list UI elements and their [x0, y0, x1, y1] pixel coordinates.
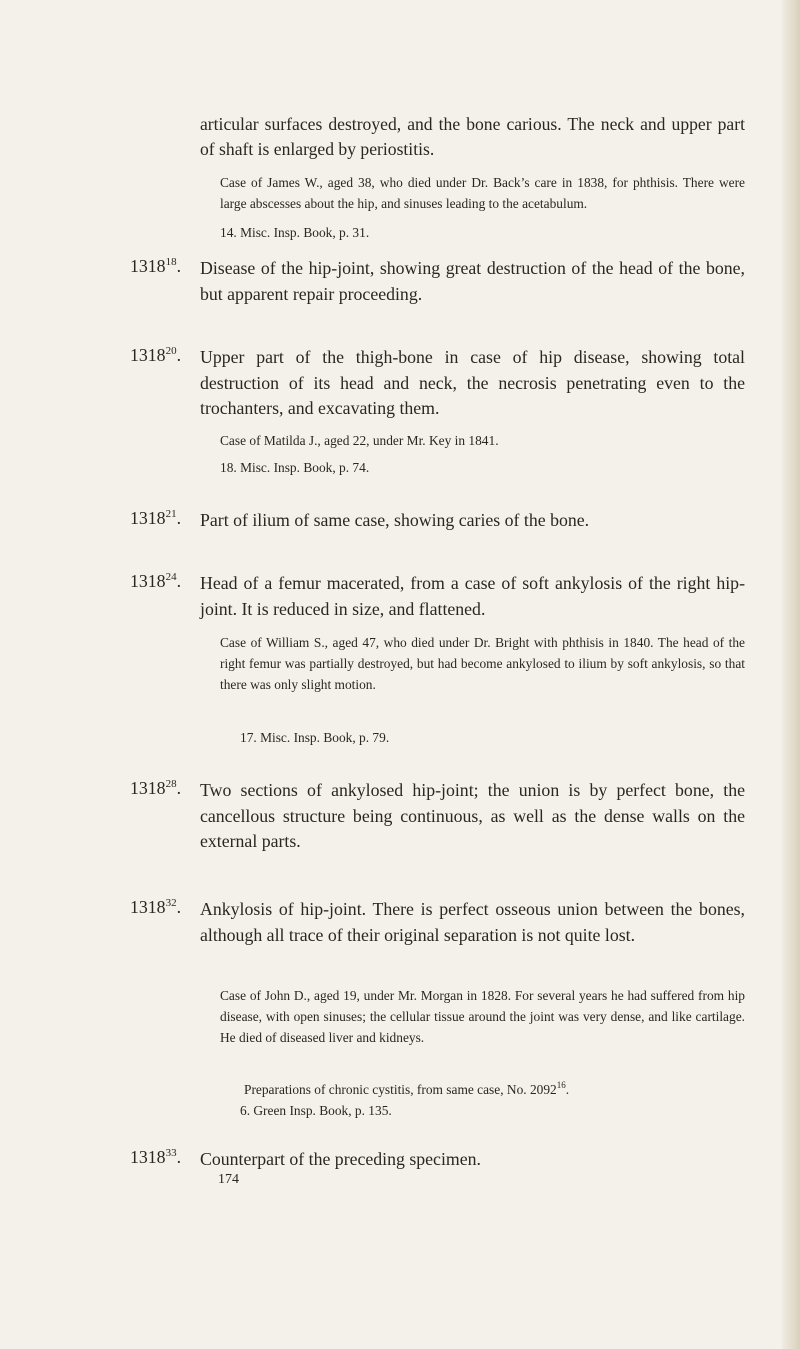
- case-note: Case of William S., aged 47, who died under Dr. Bright with phthisis in 1840. The head of the right femur was partially destroyed, but had become ankylosed to ilium by soft ankylosis, so that there was only slight motion.: [220, 635, 745, 692]
- entry-number: 1318$^{28}$.: [130, 778, 182, 798]
- entry-number: 1318$^{32}$.: [130, 897, 182, 917]
- continued-text: articular surfaces destroyed, and the bone carious. The neck and upper part of shaft is enlarged by periostitis.: [200, 114, 745, 159]
- entry-number: 1318$^{18}$.: [130, 256, 182, 276]
- entry-number: 1318$^{20}$.: [130, 345, 182, 365]
- entry-description: Two sections of ankylosed hip-joint; the union is by perfect bone, the cancellous structure being continuous, as well as the dense walls on the external parts.: [200, 780, 745, 851]
- entry-description: Upper part of the thigh-bone in case of hip disease, showing total destruction of its head and neck, the necrosis penetrating even to the trochanters, and excavating them.: [200, 347, 745, 418]
- book-reference: 18. Misc. Insp. Book, p. 74.: [220, 460, 370, 475]
- page-number: 174: [218, 1172, 239, 1187]
- book-reference: 6. Green Insp. Book, p. 135.: [240, 1103, 392, 1118]
- entry-number: 1318$^{21}$.: [130, 508, 182, 528]
- case-note: Case of James W., aged 38, who died under Dr. Back’s care in 1838, for phthisis. There were large abscesses about the hip, and sinuses leading to the acetabulum.: [220, 175, 745, 211]
- case-note-continued: Preparations of chronic cystitis, from same case, No. 2092$^{16}$.: [244, 1080, 570, 1097]
- entry-description: Counterpart of the preceding specimen.: [200, 1149, 481, 1169]
- book-reference: 14. Misc. Insp. Book, p. 31.: [220, 225, 370, 240]
- entry-description: Ankylosis of hip-joint. There is perfect osseous union between the bones, although all trace of their original separation is not quite lost.: [200, 899, 745, 945]
- book-reference: 17. Misc. Insp. Book, p. 79.: [240, 730, 390, 745]
- continued-entry: [200, 112, 745, 245]
- entry-description: Head of a femur macerated, from a case of soft ankylosis of the right hip-joint. It is reduced in size, and flattened.: [200, 573, 745, 619]
- entry-description: Part of ilium of same case, showing caries of the bone.: [200, 510, 590, 530]
- entry-description: Disease of the hip-joint, showing great destruction of the head of the bone, but apparent repair proceeding.: [200, 258, 745, 304]
- case-note: Case of Matilda J., aged 22, under Mr. Key in 1841.: [220, 433, 499, 448]
- entry-number: 1318$^{24}$.: [130, 571, 182, 591]
- entry-number: 1318$^{33}$.: [130, 1147, 182, 1167]
- case-note: Case of John D., aged 19, under Mr. Morgan in 1828. For several years he had suffered from hip disease, with open sinuses; the cellular tissue around the joint was very dense, and like cartilage. He died of diseased liver and kidneys.: [220, 988, 745, 1045]
